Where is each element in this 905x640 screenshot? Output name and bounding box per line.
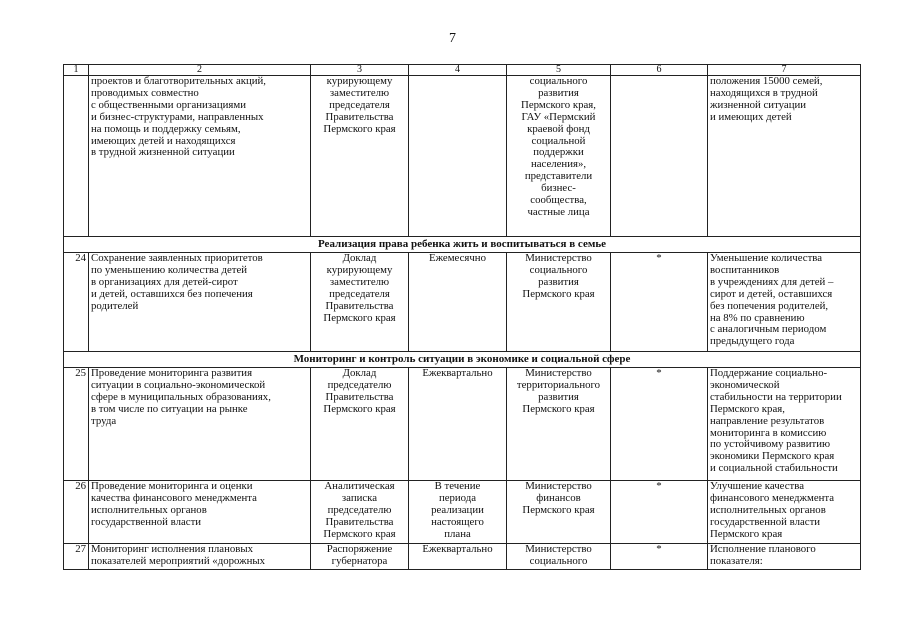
marker-cell: * [611, 544, 708, 570]
measure-cell: Проведение мониторинга развития ситуации в социально-экономической сфере в муниципальных образованиях, в том числе по ситуации на рынке труда [89, 368, 311, 481]
marker-cell: * [611, 368, 708, 481]
section-title: Реализация права ребенка жить и воспитываться в семье [64, 237, 861, 253]
measure-cell: Проведение мониторинга и оценки качества финансового менеджмента исполнительных органов государственной власти [89, 481, 311, 544]
table-row [64, 368, 861, 481]
deadline-cell: Ежемесячно [409, 253, 507, 352]
measure-cell: Мониторинг исполнения плановых показателей мероприятий «дорожных [89, 544, 311, 570]
deadline-cell: Ежеквартально [409, 368, 507, 481]
result-cell: положения 15000 семей, находящихся в трудной жизненной ситуации и имеющих детей [708, 76, 861, 237]
report-form-cell: Аналитическая записка председателю Правительства Пермского края [311, 481, 409, 544]
table-row [64, 544, 861, 570]
measure-cell: Сохранение заявленных приоритетов по уменьшению количества детей в организациях для детей-сирот и детей, оставшихся без попечения родителей [89, 253, 311, 352]
responsible-cell: Министерство социального развития Пермского края [507, 253, 611, 352]
deadline-cell [409, 76, 507, 237]
marker-cell: * [611, 253, 708, 352]
deadline-cell: Ежеквартально [409, 544, 507, 570]
row-number: 27 [64, 544, 89, 570]
result-cell: Поддержание социально- экономической стабильности на территории Пермского края, направление результатов мониторинга в комиссию по устойчивому развитию экономики Пермского края и социальной стабильности [708, 368, 861, 481]
column-number: 7 [708, 65, 861, 76]
result-cell: Уменьшение количества воспитанников в учреждениях для детей – сирот и детей, оставшихся без попечения родителей, на 8% по сравнению с аналогичным периодом предыдущего года [708, 253, 861, 352]
row-number: 24 [64, 253, 89, 352]
result-cell: Исполнение планового показателя: [708, 544, 861, 570]
responsible-cell: социального развития Пермского края, ГАУ «Пермский краевой фонд социальной поддержки населения», представители бизнес- сообщества, частные лица [507, 76, 611, 237]
marker-cell: * [611, 481, 708, 544]
measure-cell: проектов и благотворительных акций, проводимых совместно с общественными организациями и бизнес-структурами, направленных на помощь и поддержку семьям, имеющих детей и находящихся в трудной жизненной ситуации [89, 76, 311, 237]
page-number: 7 [449, 31, 456, 46]
section-heading-row [64, 352, 861, 368]
report-form-cell: Распоряжение губернатора [311, 544, 409, 570]
table-row [64, 481, 861, 544]
responsible-cell: Министерство финансов Пермского края [507, 481, 611, 544]
column-number: 6 [611, 65, 708, 76]
column-number: 4 [409, 65, 507, 76]
deadline-cell: В течение периода реализации настоящего плана [409, 481, 507, 544]
column-number: 1 [64, 65, 89, 76]
report-form-cell: курирующему заместителю председателя Правительства Пермского края [311, 76, 409, 237]
column-number-row [64, 65, 861, 76]
responsible-cell: Министерство территориального развития Пермского края [507, 368, 611, 481]
report-form-cell: Доклад председателю Правительства Пермского края [311, 368, 409, 481]
row-number [64, 76, 89, 237]
column-number: 5 [507, 65, 611, 76]
marker-cell [611, 76, 708, 237]
section-title: Мониторинг и контроль ситуации в экономике и социальной сфере [64, 352, 861, 368]
section-heading-row [64, 237, 861, 253]
result-cell: Улучшение качества финансового менеджмента исполнительных органов государственной власти Пермского края [708, 481, 861, 544]
responsible-cell: Министерство социального [507, 544, 611, 570]
table-row [64, 76, 861, 237]
column-number: 3 [311, 65, 409, 76]
column-number: 2 [89, 65, 311, 76]
row-number: 26 [64, 481, 89, 544]
report-form-cell: Доклад курирующему заместителю председателя Правительства Пермского края [311, 253, 409, 352]
plan-table [63, 64, 861, 570]
table-row [64, 253, 861, 352]
row-number: 25 [64, 368, 89, 481]
